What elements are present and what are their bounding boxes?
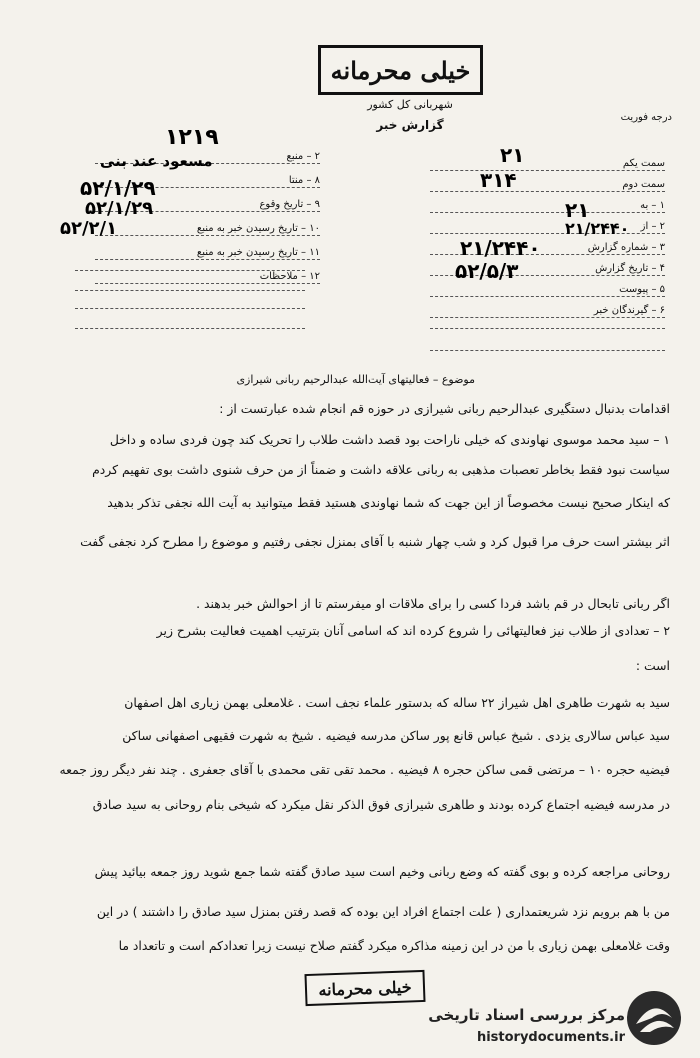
blank-line — [75, 290, 305, 291]
body-line: اقدامات بدنبال دستگیری عبدالرحیم ربانی شیرازی در حوزه قم انجام شده عبارتست از : — [219, 401, 670, 416]
blank-line — [75, 270, 305, 271]
archive-logo-icon — [622, 988, 686, 1048]
handwritten-receipt-date: ۵۲/۱/۲۹ — [85, 198, 154, 219]
handwritten-source-name: مسعود عند بنی — [100, 152, 213, 170]
routing-form — [430, 150, 665, 318]
body-line: سیاست نبود فقط بخاطر تعصبات مذهبی به ربانی علاقه داشت و ضمناً از من حرف شنوی داشت بوی تفهیم کردم — [92, 462, 670, 477]
field-label: ۴ – تاریخ گزارش — [595, 263, 665, 274]
handwritten-report-date: ۵۲/۵/۳ — [455, 259, 519, 283]
body-line: اگر ربانی تابحال در قم باشد فردا کسی را برای ملاقات او میفرستم تا از احوالش خبر بدهند . — [196, 596, 670, 611]
body-line: من با هم برویم نزد شریعتمداری ( علت اجتماع افراد این بوده که قصد رفتن بمنزل سید صادق را داشتند ) در این — [96, 904, 670, 919]
body-line: ۲ – تعدادی از طلاب نیز فعالیتهائی را شروع کرده اند که اسامی آنان بترتیب اهمیت فعالیت بشرح زیر — [156, 623, 670, 638]
field-label: ۱ – به — [640, 200, 665, 211]
field-label: ۲ – از — [640, 221, 665, 232]
body-line: در مدرسه فیضیه اجتماع کرده بودند و طاهری شیرازی فوق الذکر نقل میکرد که شیخی بنام روحانی به سید صادق — [92, 797, 670, 812]
handwritten-receipt-date-2: ۵۲/۲/۱ — [60, 218, 118, 239]
field-label: ۱۰ – تاریخ رسیدن خبر به منبع — [196, 223, 320, 234]
field-second-copy — [430, 171, 665, 192]
field-recipients — [430, 297, 665, 318]
field-to — [430, 192, 665, 213]
field-label: ۶ – گیرندگان خبر — [593, 305, 665, 316]
classification-stamp-bottom: خیلی محرمانه — [304, 970, 425, 1006]
body-line: سید به شهرت طاهری اهل شیراز ۲۲ ساله که بدستور علماء نجف است . غلامعلی بهمن زیاری اهل اصفهان — [124, 695, 670, 710]
field-from — [430, 213, 665, 234]
blank-line — [75, 328, 305, 329]
blank-line — [430, 350, 665, 351]
organization-name: شهربانی کل کشور — [367, 98, 453, 111]
urgency-label: درجه فوریت — [620, 112, 672, 123]
field-label: سمت یکم — [622, 158, 665, 169]
archive-watermark-text: مرکز بررسی اسناد تاریخی — [428, 1006, 625, 1024]
handwritten-first-copy: ۲۱ — [500, 143, 525, 167]
archive-watermark-url: historydocuments.ir — [476, 1030, 625, 1045]
handwritten-from: ۲۱/۲۴۴۰ — [565, 219, 630, 238]
body-line: روحانی مراجعه کرده و بوی گفته که وضع ربانی وخیم است سید صادق گفته شما جمع شوید روز جمعه بیائید پیش — [94, 864, 670, 879]
field-receipt-date-2 — [95, 236, 320, 260]
handwritten-event-date: ۵۲/۱/۲۹ — [80, 176, 156, 200]
blank-line — [430, 328, 665, 329]
handwritten-source-number: ۱۲۱۹ — [165, 125, 219, 150]
blank-line — [75, 308, 305, 309]
field-label: ۱۲ – ملاحظات — [259, 271, 320, 282]
body-line: است : — [635, 658, 670, 673]
body-line: وقت غلامعلی بهمن زیاری با من در این زمینه مذاکره میکرد گفتم صلاح نیست زیرا تعدادکم است و تاتعداد ما — [118, 938, 670, 953]
field-label: ۲ – منبع — [286, 151, 320, 162]
body-line: اثر بیشتر است حرف مرا قبول کرد و شب چهار شنبه با آقای بمنزل نجفی رفتیم و موضوع را مطرح کرد نجفی گفت — [80, 534, 670, 549]
handwritten-to: ۲۱ — [565, 198, 590, 222]
classification-stamp-top: خیلی محرمانه — [318, 45, 483, 95]
body-line: سید عباس سالاری یزدی . شیخ عباس قانع پور ساکن مدرسه فیضیه . شیخ به شهرت فقیهی اصفهانی ساکن — [122, 728, 670, 743]
field-label: سمت دوم — [622, 179, 665, 190]
handwritten-report-number: ۲۱/۲۴۴۰ — [460, 236, 541, 260]
field-label: ۳ – شماره گزارش — [587, 242, 665, 253]
report-type-title: گزارش خبر — [376, 118, 444, 132]
field-first-copy — [430, 150, 665, 171]
field-remarks — [95, 260, 320, 284]
field-label: ۸ – منتا — [288, 175, 320, 186]
handwritten-second-copy: ۳۱۴ — [480, 168, 517, 192]
field-label: ۱۱ – تاریخ رسیدن خبر به منبع — [196, 247, 320, 258]
body-line: فیضیه حجره ۱۰ – مرتضی قمی ساکن حجره ۸ فیضیه . محمد تقی تقی محمدی با آقای جعفری . چند نفر دیگر روز جمعه — [59, 762, 670, 777]
field-label: ۹ – تاریخ وقوع — [259, 199, 320, 210]
body-line: که اینکار صحیح نیست مخصوصاً از این جهت که شما نهاوندی هستید فقط میتوانید به آیت الله نجفی تذکر بدهید — [107, 495, 670, 510]
body-line: ۱ – سید محمد موسوی نهاوندی که خیلی ناراحت بود قصد داشت طلاب را تحریک کند چون فردی ساده و داخل — [109, 432, 670, 447]
subject-line: موضوع – فعالیتهای آیت‌الله عبدالرحیم ربانی شیرازی — [236, 373, 475, 386]
field-label: ۵ – پیوست — [619, 284, 665, 295]
